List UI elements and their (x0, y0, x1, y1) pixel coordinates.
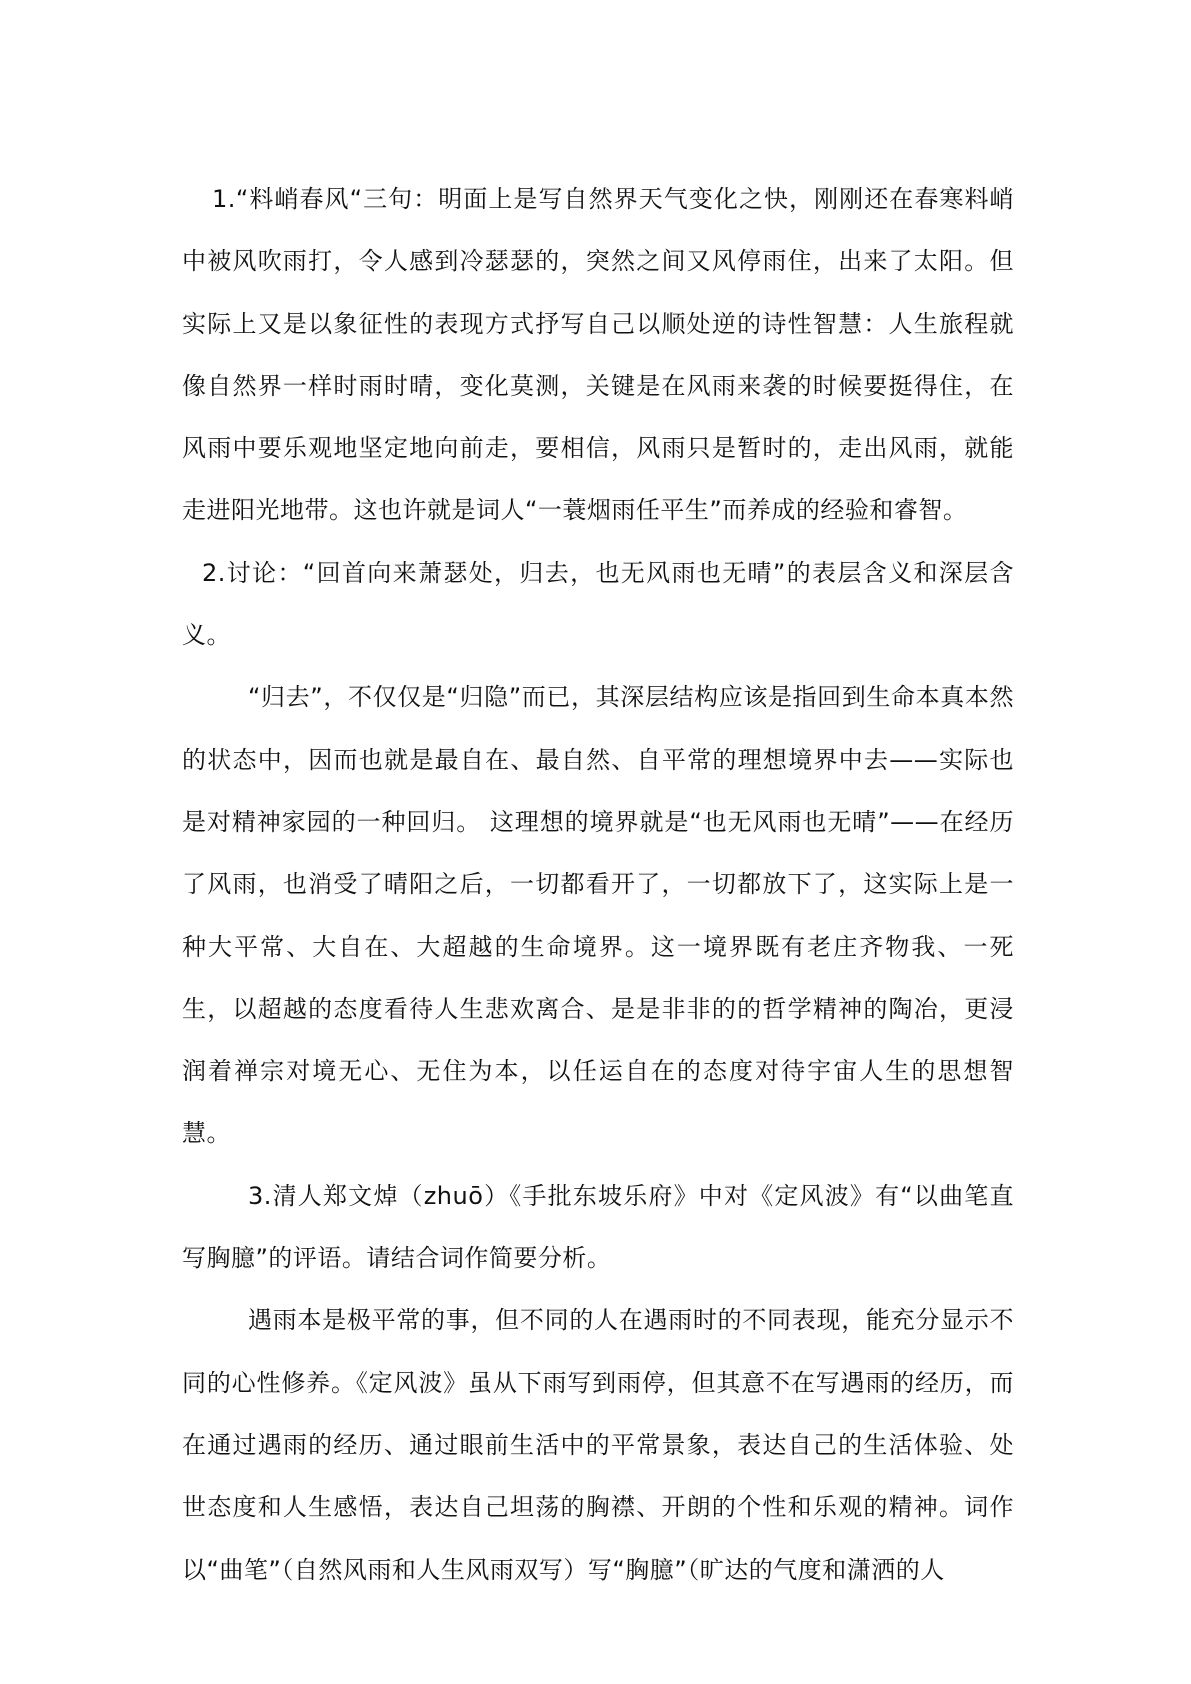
paragraph-answer-2: “归去”，不仅仅是“归隐”而已，其深层结构应该是指回到生命本真本然的状态中，因而也就是最自在、最自然、自平常的理想境界中去——实际也是对精神家园的一种回归。 这理想的境界就是“也无风雨也无晴”——在经历了风雨，也消受了晴阳之后，一切都看开了，一切都放下了，这实际上是一种大平常、大自在、大超越的生命境界。这一境界既有老庄齐物我、一死生，以超越的态度看待人生悲欢离合、是是非非的的哲学精神的陶冶，更浸润着禅宗对境无心、无住为本，以任运自在的态度对待宇宙人生的思想智慧。 (182, 683, 1014, 1148)
text-column (182, 168, 1014, 1601)
paragraph-question-3: 3.清人郑文焯（zhuō）《手批东坡乐府》中对《定风波》有“以曲笔直写胸臆”的评语。请结合词作简要分析。 (182, 1181, 1014, 1273)
paragraph-question-2: 2.讨论：“回首向来萧瑟处，归去，也无风雨也无晴”的表层含义和深层含义。 (182, 558, 1014, 650)
paragraph-answer-3: 遇雨本是极平常的事，但不同的人在遇雨时的不同表现，能充分显示不同的心性修养。《定风波》虽从下雨写到雨停，但其意不在写遇雨的经历，而在通过遇雨的经历、通过眼前生活中的平常景象，表达自己的生活体验、处世态度和人生感悟，表达自己坦荡的胸襟、开朗的个性和乐观的精神。词作以“曲笔”（自然风雨和人生风雨双写）写“胸臆”（旷达的气度和潇洒的人 (182, 1306, 1014, 1584)
paragraph-answer-1: 1.“料峭春风“三句：明面上是写自然界天气变化之快，刚刚还在春寒料峭中被风吹雨打，令人感到冷瑟瑟的，突然之间又风停雨住，出来了太阳。但实际上又是以象征性的表现方式抒写自己以顺处逆的诗性智慧：人生旅程就像自然界一样时雨时晴，变化莫测，关键是在风雨来袭的时候要挺得住，在风雨中要乐观地坚定地向前走，要相信，风雨只是暂时的，走出风雨，就能走进阳光地带。这也许就是词人“一蓑烟雨任平生”而养成的经验和睿智。 (182, 185, 1014, 525)
